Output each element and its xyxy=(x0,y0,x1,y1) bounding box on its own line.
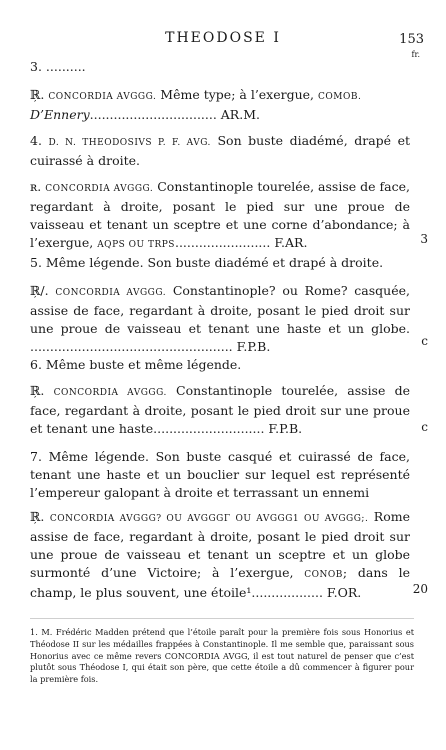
entry-reverse-7 xyxy=(30,508,410,602)
entry-5 xyxy=(30,254,410,272)
entry-reverse-3 xyxy=(30,86,410,124)
entry-reverse-5 xyxy=(30,282,410,356)
entry-reverse-4 xyxy=(30,178,410,254)
entry-7 xyxy=(30,448,410,502)
entry-text: ........................ F.AR. xyxy=(174,235,308,250)
rarity-value-6: c xyxy=(421,420,428,434)
small-caps-legend: CONCORDIA AVGGG. xyxy=(48,92,157,102)
entry-number: 3. xyxy=(30,59,42,74)
rarity-value-4: 3 xyxy=(420,232,428,246)
small-caps-legend: AQPS OU TRPS xyxy=(97,240,175,250)
small-caps-legend: COMOB. xyxy=(318,92,362,102)
entry-text: 6. Même buste et même légende. xyxy=(30,357,242,372)
entry-text: ℝ̦. xyxy=(30,509,50,524)
small-caps-legend: CONCORDIA AVGGG. xyxy=(55,288,167,298)
entry-text: ; dans le champ, le plus souvent, une étoile¹.................. F.OR. xyxy=(30,565,410,600)
rarity-value-7: 20 xyxy=(412,582,428,596)
entry-3 xyxy=(30,58,410,76)
entry-text: Son buste diadémé, drapé et cuirassé à droite. xyxy=(30,133,411,168)
entry-6 xyxy=(30,356,410,374)
entry-text: 5. Même légende. Son buste diadémé et drapé à droite. xyxy=(30,255,384,270)
entry-text: 4. xyxy=(30,133,49,148)
entry-text: 7. Même légende. Son buste casqué et cuirassé de face, tenant une haste et un bouclier sur lequel est représenté l’empereur galopant à droite et terrassant un ennemi xyxy=(30,449,410,500)
entry-text: Constantinople? ou Rome? casquée, assise de face, regardant à droite, posant le pied droit sur une proue de vaisseau et tenant une haste et un globe. ................................................... F.P.B. xyxy=(30,283,410,354)
entry-reverse-6 xyxy=(30,382,410,438)
small-caps-legend: CONCORDIA AVGGG. xyxy=(53,388,167,398)
entry-text: ʀ. xyxy=(30,179,46,194)
entry-dots: .......... xyxy=(45,59,86,74)
italic-text: D’Ennery xyxy=(30,107,90,122)
footnote: 1. M. Frédéric Madden prétend que l’étoile paraît pour la première fois sous Honorius et Théodose II sur les médailles frappées à Constantinople. Il me semble que, paraissant sous Honorius avec ce même revers CONCORDIA AVGG, il est tout naturel de penser que c’est plutôt sous Théodose I, qui était son père, que cette étoile a dû commencer à figurer pour la première fois. xyxy=(30,627,414,685)
entry-text: Rome assise de face, regardant à droite, posant le pied droit sur une proue de vaisseau et tenant un sceptre et un globe surmonté d’une Victoire; à l’exergue, xyxy=(30,509,410,580)
small-caps-legend: CONCORDIA AVGGG? OU AVGGGΓ OU AVGGG1 OU AVGGG;. xyxy=(49,514,369,524)
entry-4 xyxy=(30,132,410,170)
entry-text: ℝ̦/. xyxy=(30,283,56,298)
small-caps-legend: CONOB xyxy=(304,570,343,580)
price-unit: fr. xyxy=(411,50,420,59)
entry-text: ℝ̦. xyxy=(30,87,49,102)
entry-text: ℝ̦. xyxy=(30,383,54,398)
running-title: THEODOSE I xyxy=(165,30,281,46)
entry-text: Constantinople tourelée, assise de face, regardant à droite, posant le pied sur une proue de vaisseau et tenant un sceptre et une corne d’abondance; à l’exergue, xyxy=(30,179,410,250)
page-number: 153 xyxy=(399,32,424,47)
small-caps-legend: D. N. THEODOSIVS P. F. AVG. xyxy=(48,138,211,148)
entry-text: ................................ AR.M. xyxy=(89,107,260,122)
small-caps-legend: CONCORDIA AVGGG. xyxy=(45,184,154,194)
rarity-value-5: c xyxy=(421,334,428,348)
entry-text: Même type; à l’exergue, xyxy=(156,87,319,102)
footnote-divider xyxy=(30,618,414,619)
entry-text: Constantinople tourelée, assise de face, regardant à droite, posant le pied droit sur une proue et tenant une haste............................ F.P.B. xyxy=(30,383,410,436)
